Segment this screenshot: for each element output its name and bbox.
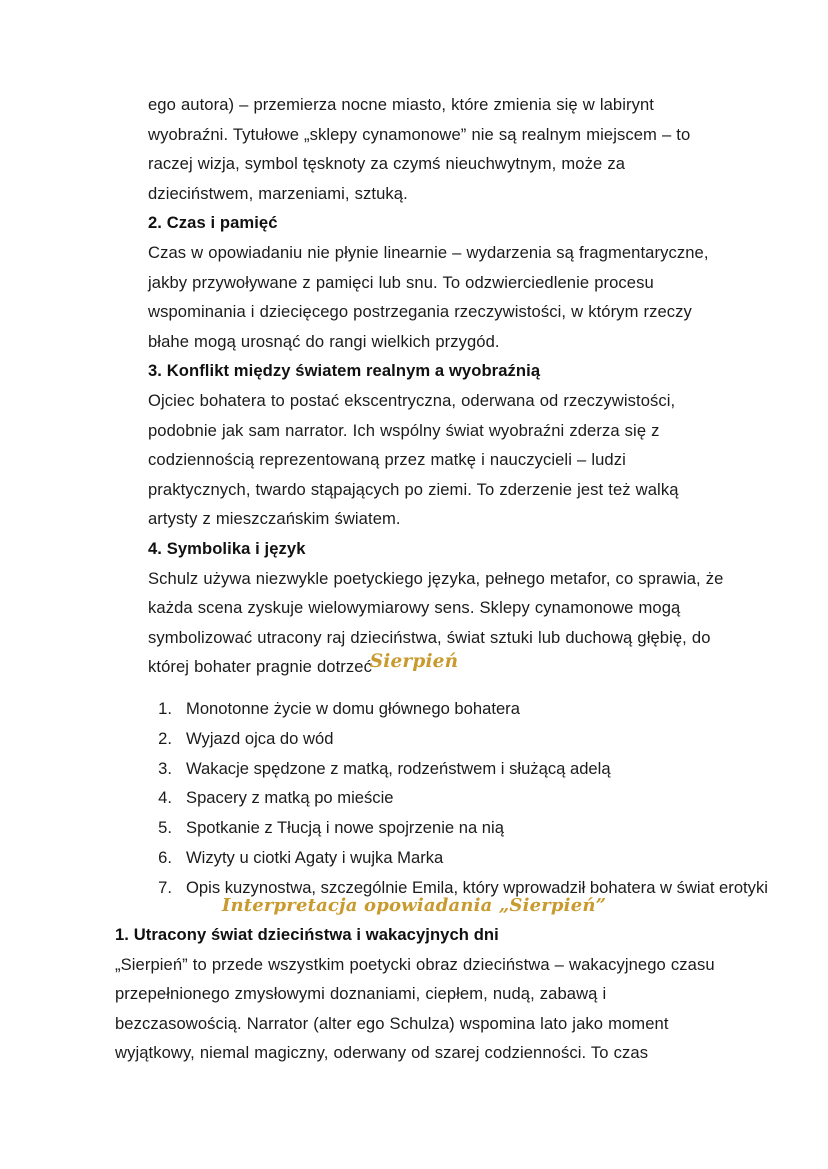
list-item [152,694,772,724]
list-item-number: 1. [158,699,172,718]
section-heading-konflikt: 3. Konflikt między światem realnym a wyobraźnią [148,361,541,381]
list-item [152,754,772,784]
section-body-symbolika: Schulz używa niezwykle poetyckiego języka, pełnego metafor, co sprawia, że każda scena zyskuje wielowymiarowy sens. Sklepy cynamonowe mogą symbolizować utracony raj dzieciństwa, świat sztuki lub duchową głębię, do której bohater pragnie dotrzeć [148,568,724,677]
list-item-label: Spacery z matką po mieście [186,788,394,808]
section-body-czas-i-pamiec: Czas w opowiadaniu nie płynie linearnie – wydarzenia są fragmentaryczne, jakby przywoływane z pamięci lub snu. To odzwierciedlenie procesu wspominania i dziecięcego postrzegania rzeczywistości, w którym rzeczy błahe mogą urosnąć do rangi wielkich przygód. [148,242,709,351]
list-item-number: 2. [158,728,172,748]
list-item-label: Wizyty u ciotki Agaty i wujka Marka [186,847,444,867]
list-item-label: Monotonne życie w domu głównego bohatera [186,699,520,718]
continued-paragraph: ego autora) – przemierza nocne miasto, które zmienia się w labirynt wyobraźni. Tytułowe „sklepy cynamonowe” nie są realnym miejscem – to raczej wizja, symbol tęsknoty za czymś nieuchwytnym, może za dzieciństwem, marzeniami, sztuką. [148,95,691,203]
list-item [152,813,772,843]
section-heading-czas-i-pamiec: 2. Czas i pamięć [148,213,278,233]
gold-heading-interpretacja: Interpretacja opowiadania „Sierpień” [221,895,607,916]
list-item-number: 4. [158,788,172,808]
list-item-number: 6. [158,847,172,867]
interpretacja-subheading: 1. Utracony świat dzieciństwa i wakacyjnych dni [115,925,499,944]
interpretacja-block [115,920,715,1068]
section-body-konflikt: Ojciec bohatera to postać ekscentryczna, oderwana od rzeczywistości, podobnie jak sam narrator. Ich wspólny świat wyobraźni zderza się z codziennością reprezentowaną przez matkę i nauczycieli – ludzi praktycznych, twardo stąpających po ziemi. To zderzenie jest też walką artysty z mieszczańskim światem. [148,390,679,529]
main-text-column [148,90,728,682]
gold-heading-sierpien: Sierpień [369,651,459,672]
list-item-label: Opis kuzynostwa, szczególnie Emila, który wprowadził bohatera w świat erotyki [186,877,768,897]
list-item-label: Wakacje spędzone z matką, rodzeństwem i służącą adelą [186,758,611,778]
list-item-label: Spotkanie z Tłucją i nowe spojrzenie na nią [186,818,504,838]
list-item-label: Wyjazd ojca do wód [186,728,334,748]
list-item-number: 5. [158,818,172,838]
list-item [152,783,772,813]
interpretacja-body: „Sierpień” to przede wszystkim poetycki obraz dzieciństwa – wakacyjnego czasu przepełnionego zmysłowymi doznaniami, ciepłem, nudą, zabawą i bezczasowością. Narrator (alter ego Schulza) wspomina lato jako moment wyjątkowy, niemal magiczny, oderwany od szarej codzienności. To czas [115,954,715,1063]
list-item-number: 7. [158,877,172,897]
sierpien-plot-list [112,694,772,903]
list-item [152,843,772,873]
list-item [152,724,772,754]
section-heading-symbolika: 4. Symbolika i język [148,538,306,558]
list-item-number: 3. [158,758,172,778]
